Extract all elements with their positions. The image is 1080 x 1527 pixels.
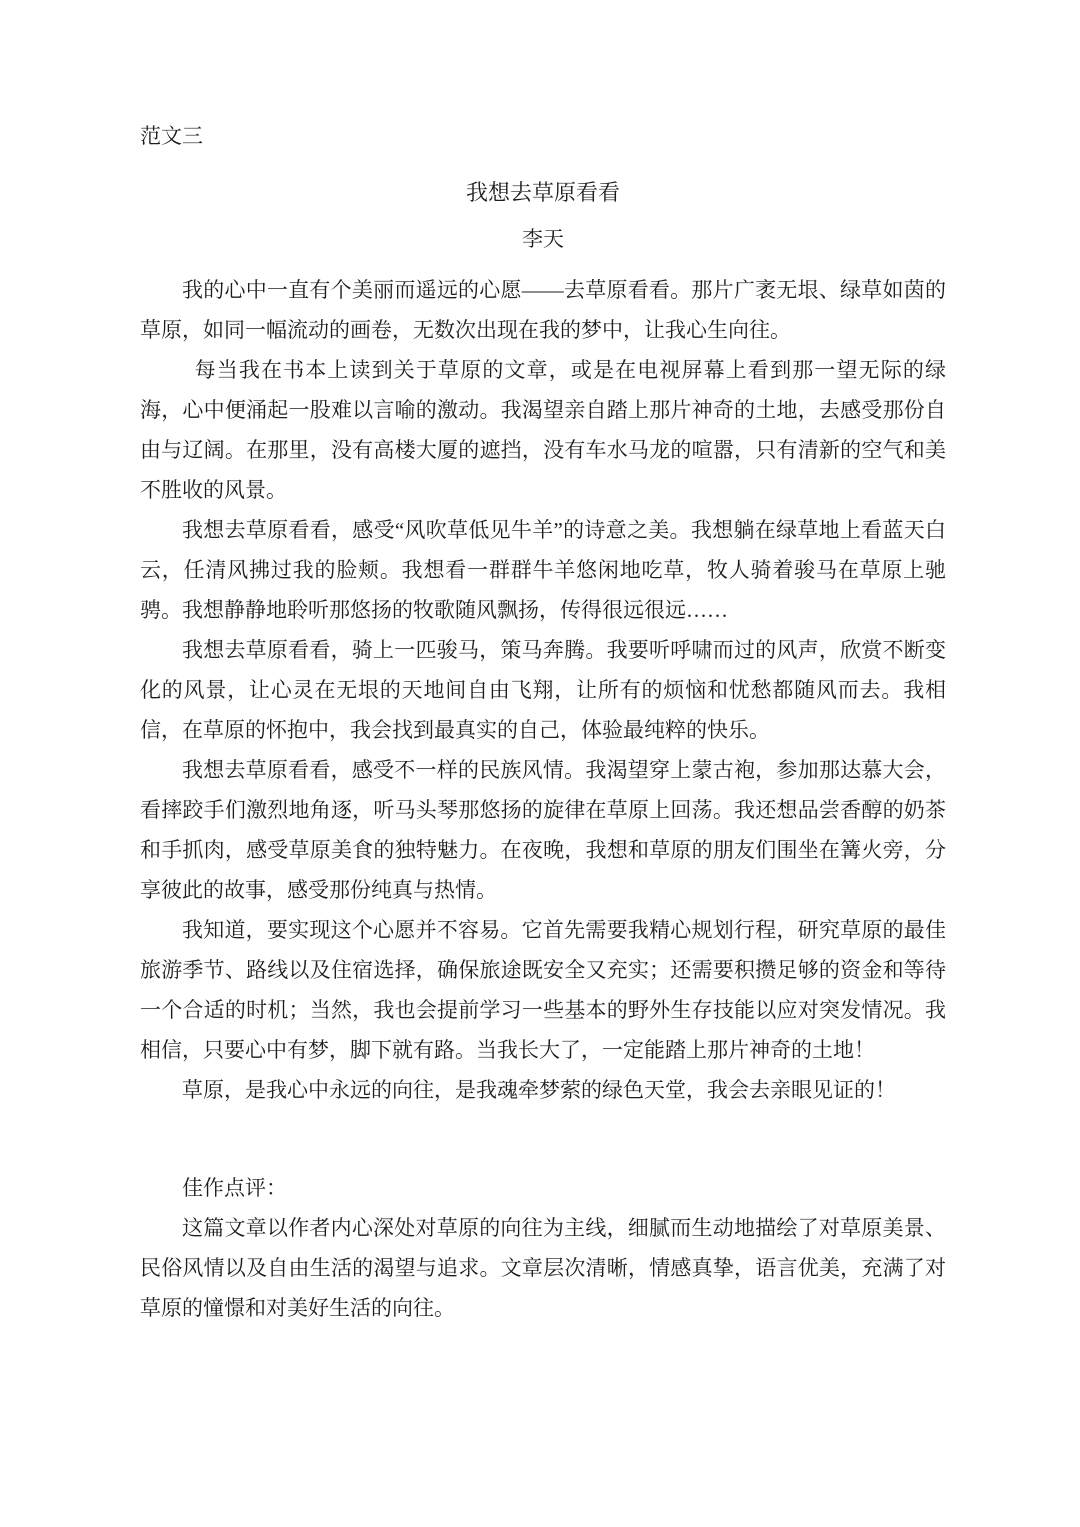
essay-paragraph: 我知道，要实现这个心愿并不容易。它首先需要我精心规划行程，研究草原的最佳旅游季节、路线以及住宿选择，确保旅途既安全又充实；还需要积攒足够的资金和等待一个合适的时机；当然，我也会提前学习一些基本的野外生存技能以应对突发情况。我相信，只要心中有梦，脚下就有路。当我长大了，一定能踏上那片神奇的土地！ [140,918,946,1062]
essay-paragraph: 每当我在书本上读到关于草原的文章，或是在电视屏幕上看到那一望无际的绿海，心中便涌起一股难以言喻的激动。我渴望亲自踏上那片神奇的土地，去感受那份自由与辽阔。在那里，没有高楼大厦的遮挡，没有车水马龙的喧嚣，只有清新的空气和美不胜收的风景。 [140,358,946,502]
essay-title: 我想去草原看看 [465,180,620,205]
essay-paragraph: 我的心中一直有个美丽而遥远的心愿——去草原看看。那片广袤无垠、绿草如茵的草原，如同一幅流动的画卷，无数次出现在我的梦中，让我心生向往。 [140,278,946,342]
review-body: 这篇文章以作者内心深处对草原的向往为主线，细腻而生动地描绘了对草原美景、民俗风情以及自由生活的渴望与追求。文章层次清晰，情感真挚，语言优美，充满了对草原的憧憬和对美好生活的向往。 [140,1216,946,1320]
essay-label: 范文三 [140,124,203,148]
essay-paragraph: 我想去草原看看，骑上一匹骏马，策马奔腾。我要听呼啸而过的风声，欣赏不断变化的风景，让心灵在无垠的天地间自由飞翔，让所有的烦恼和忧愁都随风而去。我相信，在草原的怀抱中，我会找到最真实的自己，体验最纯粹的快乐。 [140,638,946,742]
essay-paragraph: 我想去草原看看，感受“风吹草低见牛羊”的诗意之美。我想躺在绿草地上看蓝天白云，任清风拂过我的脸颊。我想看一群群牛羊悠闲地吃草，牧人骑着骏马在草原上驰骋。我想静静地聆听那悠扬的牧歌随风飘扬，传得很远很远…… [140,518,946,622]
essay-paragraph: 我想去草原看看，感受不一样的民族风情。我渴望穿上蒙古袍，参加那达慕大会，看摔跤手们激烈地角逐，听马头琴那悠扬的旋律在草原上回荡。我还想品尝香醇的奶茶和手抓肉，感受草原美食的独特魅力。在夜晚，我想和草原的朋友们围坐在篝火旁，分享彼此的故事，感受那份纯真与热情。 [140,758,946,902]
essay-paragraph: 草原，是我心中永远的向往，是我魂牵梦萦的绿色天堂，我会去亲眼见证的！ [182,1078,896,1102]
essay-author: 李天 [522,227,564,251]
review-heading: 佳作点评： [182,1176,287,1200]
